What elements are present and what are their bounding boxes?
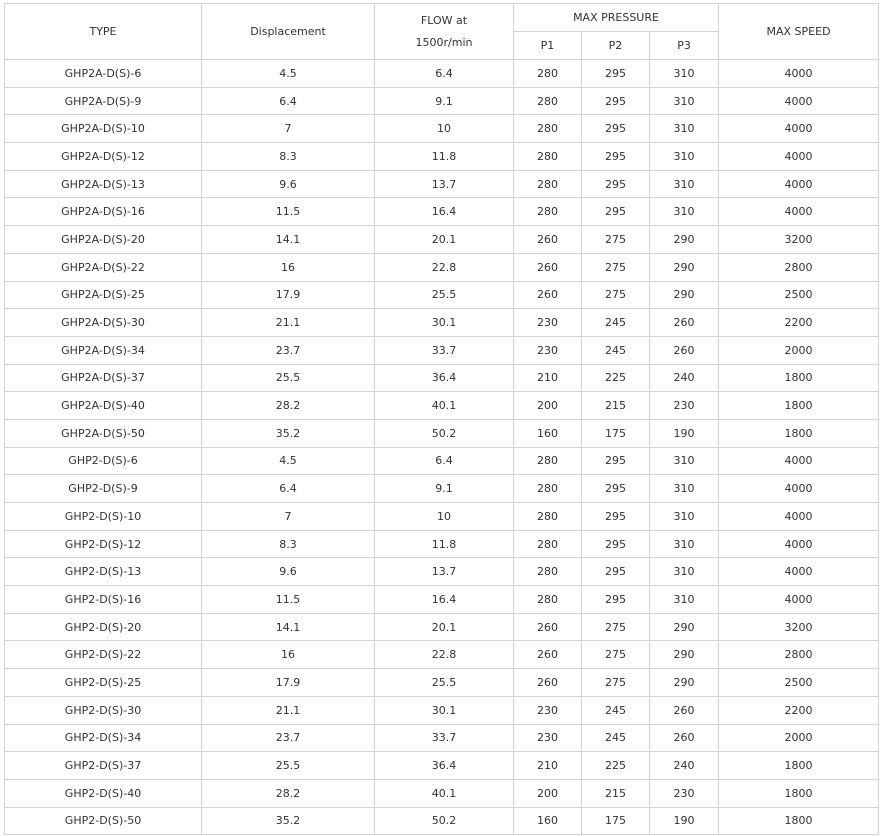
flow-cell: 25.5: [375, 281, 514, 309]
displacement-cell: 25.5: [202, 752, 375, 780]
table-row: [5, 807, 879, 835]
max-speed-cell: 1800: [719, 419, 879, 447]
max-speed-cell: 4000: [719, 475, 879, 503]
displacement-cell: 35.2: [202, 807, 375, 835]
type-cell: GHP2A-D(S)-40: [5, 392, 202, 420]
table-body: [5, 60, 879, 835]
flow-cell: 13.7: [375, 170, 514, 198]
p1-cell: 280: [514, 503, 582, 531]
max-speed-cell: 2800: [719, 253, 879, 281]
p1-cell: 230: [514, 724, 582, 752]
table-row: [5, 143, 879, 171]
displacement-cell: 25.5: [202, 364, 375, 392]
p1-cell: 280: [514, 475, 582, 503]
type-cell: GHP2A-D(S)-25: [5, 281, 202, 309]
type-cell: GHP2-D(S)-12: [5, 530, 202, 558]
type-cell: GHP2A-D(S)-9: [5, 87, 202, 115]
flow-cell: 30.1: [375, 696, 514, 724]
p1-cell: 260: [514, 226, 582, 254]
displacement-cell: 21.1: [202, 309, 375, 337]
flow-cell: 11.8: [375, 530, 514, 558]
flow-cell: 36.4: [375, 752, 514, 780]
type-cell: GHP2A-D(S)-6: [5, 60, 202, 88]
header-p1: P1: [514, 32, 582, 60]
p3-cell: 310: [650, 60, 719, 88]
p1-cell: 280: [514, 170, 582, 198]
table-row: [5, 669, 879, 697]
max-speed-cell: 1800: [719, 779, 879, 807]
p1-cell: 200: [514, 392, 582, 420]
type-cell: GHP2-D(S)-10: [5, 503, 202, 531]
max-speed-cell: 3200: [719, 613, 879, 641]
p2-cell: 295: [582, 60, 650, 88]
p3-cell: 290: [650, 613, 719, 641]
p3-cell: 310: [650, 475, 719, 503]
displacement-cell: 14.1: [202, 613, 375, 641]
type-cell: GHP2A-D(S)-30: [5, 309, 202, 337]
table-row: [5, 724, 879, 752]
type-cell: GHP2A-D(S)-10: [5, 115, 202, 143]
max-speed-cell: 4000: [719, 447, 879, 475]
displacement-cell: 16: [202, 641, 375, 669]
type-cell: GHP2-D(S)-30: [5, 696, 202, 724]
displacement-cell: 9.6: [202, 558, 375, 586]
table-row: [5, 281, 879, 309]
flow-cell: 9.1: [375, 87, 514, 115]
flow-cell: 25.5: [375, 669, 514, 697]
p1-cell: 280: [514, 558, 582, 586]
p3-cell: 310: [650, 115, 719, 143]
p1-cell: 280: [514, 115, 582, 143]
p1-cell: 260: [514, 281, 582, 309]
displacement-cell: 14.1: [202, 226, 375, 254]
flow-cell: 9.1: [375, 475, 514, 503]
p2-cell: 295: [582, 198, 650, 226]
table-row: [5, 170, 879, 198]
type-cell: GHP2A-D(S)-50: [5, 419, 202, 447]
flow-cell: 6.4: [375, 60, 514, 88]
flow-cell: 6.4: [375, 447, 514, 475]
max-speed-cell: 1800: [719, 392, 879, 420]
p2-cell: 245: [582, 336, 650, 364]
max-speed-cell: 2000: [719, 336, 879, 364]
p3-cell: 260: [650, 309, 719, 337]
header-row-top: [5, 4, 879, 32]
p2-cell: 295: [582, 87, 650, 115]
flow-cell: 33.7: [375, 724, 514, 752]
max-speed-cell: 2500: [719, 669, 879, 697]
p3-cell: 310: [650, 558, 719, 586]
p3-cell: 260: [650, 696, 719, 724]
p1-cell: 280: [514, 60, 582, 88]
p3-cell: 190: [650, 807, 719, 835]
pump-spec-table: [4, 3, 879, 835]
header-flow-line2: 1500r/min: [415, 35, 473, 49]
p2-cell: 215: [582, 779, 650, 807]
p3-cell: 240: [650, 752, 719, 780]
table-row: [5, 613, 879, 641]
p3-cell: 190: [650, 419, 719, 447]
p2-cell: 295: [582, 115, 650, 143]
p2-cell: 295: [582, 170, 650, 198]
header-p2: P2: [582, 32, 650, 60]
p2-cell: 295: [582, 447, 650, 475]
max-speed-cell: 2800: [719, 641, 879, 669]
p2-cell: 215: [582, 392, 650, 420]
p3-cell: 310: [650, 143, 719, 171]
max-speed-cell: 4000: [719, 198, 879, 226]
type-cell: GHP2-D(S)-20: [5, 613, 202, 641]
type-cell: GHP2-D(S)-37: [5, 752, 202, 780]
displacement-cell: 28.2: [202, 779, 375, 807]
table-row: [5, 586, 879, 614]
table-row: [5, 115, 879, 143]
displacement-cell: 9.6: [202, 170, 375, 198]
header-type: TYPE: [5, 4, 202, 60]
p1-cell: 230: [514, 696, 582, 724]
type-cell: GHP2-D(S)-50: [5, 807, 202, 835]
p1-cell: 230: [514, 309, 582, 337]
p3-cell: 240: [650, 364, 719, 392]
flow-cell: 20.1: [375, 613, 514, 641]
flow-cell: 40.1: [375, 779, 514, 807]
max-speed-cell: 2000: [719, 724, 879, 752]
p2-cell: 225: [582, 364, 650, 392]
p2-cell: 275: [582, 641, 650, 669]
p3-cell: 260: [650, 724, 719, 752]
type-cell: GHP2-D(S)-40: [5, 779, 202, 807]
p2-cell: 245: [582, 309, 650, 337]
max-speed-cell: 4000: [719, 558, 879, 586]
p3-cell: 290: [650, 226, 719, 254]
displacement-cell: 16: [202, 253, 375, 281]
p1-cell: 260: [514, 669, 582, 697]
flow-cell: 11.8: [375, 143, 514, 171]
p1-cell: 260: [514, 641, 582, 669]
displacement-cell: 17.9: [202, 669, 375, 697]
table-row: [5, 198, 879, 226]
p3-cell: 310: [650, 87, 719, 115]
p1-cell: 210: [514, 364, 582, 392]
header-flow: [375, 4, 514, 60]
type-cell: GHP2-D(S)-25: [5, 669, 202, 697]
table-row: [5, 503, 879, 531]
p2-cell: 175: [582, 419, 650, 447]
max-speed-cell: 2500: [719, 281, 879, 309]
p3-cell: 260: [650, 336, 719, 364]
max-speed-cell: 4000: [719, 530, 879, 558]
table-row: [5, 530, 879, 558]
flow-cell: 10: [375, 115, 514, 143]
p2-cell: 245: [582, 724, 650, 752]
p1-cell: 260: [514, 613, 582, 641]
table-row: [5, 558, 879, 586]
displacement-cell: 4.5: [202, 60, 375, 88]
p2-cell: 295: [582, 475, 650, 503]
p2-cell: 275: [582, 669, 650, 697]
p1-cell: 280: [514, 586, 582, 614]
p2-cell: 295: [582, 503, 650, 531]
p3-cell: 230: [650, 779, 719, 807]
displacement-cell: 8.3: [202, 530, 375, 558]
table-row: [5, 779, 879, 807]
displacement-cell: 6.4: [202, 87, 375, 115]
header-flow-line1: FLOW at: [420, 13, 468, 27]
type-cell: GHP2-D(S)-9: [5, 475, 202, 503]
p3-cell: 310: [650, 447, 719, 475]
p3-cell: 290: [650, 281, 719, 309]
displacement-cell: 28.2: [202, 392, 375, 420]
displacement-cell: 6.4: [202, 475, 375, 503]
max-speed-cell: 4000: [719, 170, 879, 198]
p3-cell: 310: [650, 530, 719, 558]
max-speed-cell: 3200: [719, 226, 879, 254]
flow-cell: 50.2: [375, 807, 514, 835]
displacement-cell: 7: [202, 503, 375, 531]
p1-cell: 230: [514, 336, 582, 364]
p3-cell: 310: [650, 586, 719, 614]
table-row: [5, 447, 879, 475]
max-speed-cell: 4000: [719, 586, 879, 614]
p2-cell: 275: [582, 226, 650, 254]
type-cell: GHP2A-D(S)-12: [5, 143, 202, 171]
header-max-pressure: MAX PRESSURE: [514, 4, 719, 32]
flow-cell: 36.4: [375, 364, 514, 392]
flow-cell: 16.4: [375, 586, 514, 614]
table-row: [5, 226, 879, 254]
max-speed-cell: 2200: [719, 309, 879, 337]
p2-cell: 175: [582, 807, 650, 835]
displacement-cell: 23.7: [202, 724, 375, 752]
type-cell: GHP2A-D(S)-16: [5, 198, 202, 226]
table-row: [5, 253, 879, 281]
max-speed-cell: 4000: [719, 503, 879, 531]
flow-cell: 16.4: [375, 198, 514, 226]
p3-cell: 310: [650, 170, 719, 198]
displacement-cell: 11.5: [202, 586, 375, 614]
type-cell: GHP2A-D(S)-34: [5, 336, 202, 364]
type-cell: GHP2A-D(S)-22: [5, 253, 202, 281]
table-row: [5, 392, 879, 420]
flow-cell: 22.8: [375, 641, 514, 669]
type-cell: GHP2-D(S)-22: [5, 641, 202, 669]
flow-cell: 20.1: [375, 226, 514, 254]
type-cell: GHP2A-D(S)-20: [5, 226, 202, 254]
p3-cell: 290: [650, 641, 719, 669]
p1-cell: 280: [514, 530, 582, 558]
flow-cell: 30.1: [375, 309, 514, 337]
flow-cell: 10: [375, 503, 514, 531]
flow-cell: 22.8: [375, 253, 514, 281]
displacement-cell: 7: [202, 115, 375, 143]
max-speed-cell: 1800: [719, 807, 879, 835]
p1-cell: 160: [514, 807, 582, 835]
max-speed-cell: 4000: [719, 115, 879, 143]
max-speed-cell: 1800: [719, 752, 879, 780]
displacement-cell: 23.7: [202, 336, 375, 364]
displacement-cell: 11.5: [202, 198, 375, 226]
flow-cell: 33.7: [375, 336, 514, 364]
header-max-speed: MAX SPEED: [719, 4, 879, 60]
p2-cell: 275: [582, 281, 650, 309]
p1-cell: 260: [514, 253, 582, 281]
p1-cell: 280: [514, 87, 582, 115]
p2-cell: 275: [582, 253, 650, 281]
type-cell: GHP2-D(S)-16: [5, 586, 202, 614]
max-speed-cell: 1800: [719, 364, 879, 392]
p3-cell: 290: [650, 669, 719, 697]
p3-cell: 310: [650, 198, 719, 226]
header-p3: P3: [650, 32, 719, 60]
p2-cell: 295: [582, 586, 650, 614]
flow-cell: 40.1: [375, 392, 514, 420]
p2-cell: 295: [582, 558, 650, 586]
p1-cell: 160: [514, 419, 582, 447]
type-cell: GHP2-D(S)-6: [5, 447, 202, 475]
type-cell: GHP2-D(S)-34: [5, 724, 202, 752]
displacement-cell: 21.1: [202, 696, 375, 724]
flow-cell: 13.7: [375, 558, 514, 586]
p2-cell: 295: [582, 143, 650, 171]
table-row: [5, 364, 879, 392]
table-row: [5, 87, 879, 115]
table-row: [5, 752, 879, 780]
p1-cell: 280: [514, 198, 582, 226]
table-row: [5, 696, 879, 724]
p1-cell: 210: [514, 752, 582, 780]
type-cell: GHP2A-D(S)-13: [5, 170, 202, 198]
max-speed-cell: 4000: [719, 87, 879, 115]
table-row: [5, 475, 879, 503]
max-speed-cell: 4000: [719, 60, 879, 88]
displacement-cell: 17.9: [202, 281, 375, 309]
p1-cell: 200: [514, 779, 582, 807]
table-row: [5, 309, 879, 337]
type-cell: GHP2A-D(S)-37: [5, 364, 202, 392]
displacement-cell: 35.2: [202, 419, 375, 447]
table-row: [5, 60, 879, 88]
p2-cell: 225: [582, 752, 650, 780]
max-speed-cell: 4000: [719, 143, 879, 171]
table-row: [5, 336, 879, 364]
flow-cell: 50.2: [375, 419, 514, 447]
max-speed-cell: 2200: [719, 696, 879, 724]
p2-cell: 245: [582, 696, 650, 724]
p3-cell: 290: [650, 253, 719, 281]
p1-cell: 280: [514, 143, 582, 171]
displacement-cell: 4.5: [202, 447, 375, 475]
header-displacement: Displacement: [202, 4, 375, 60]
p2-cell: 295: [582, 530, 650, 558]
p2-cell: 275: [582, 613, 650, 641]
p3-cell: 230: [650, 392, 719, 420]
table-row: [5, 419, 879, 447]
p3-cell: 310: [650, 503, 719, 531]
p1-cell: 280: [514, 447, 582, 475]
displacement-cell: 8.3: [202, 143, 375, 171]
table-row: [5, 641, 879, 669]
type-cell: GHP2-D(S)-13: [5, 558, 202, 586]
